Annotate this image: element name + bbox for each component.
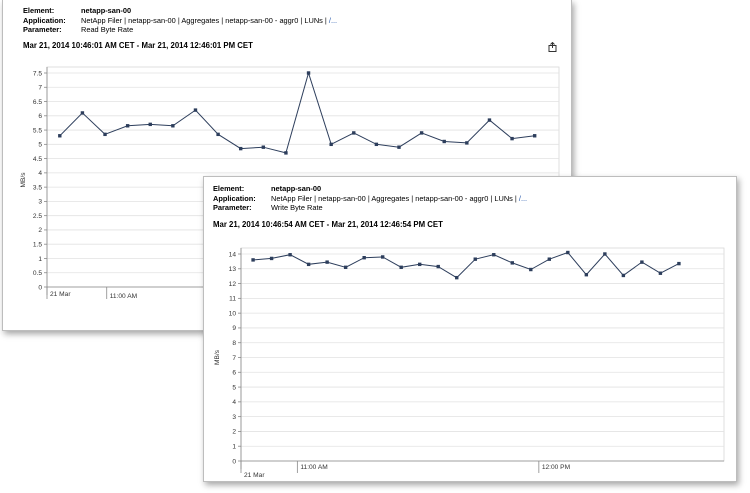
application-value: NetApp Filer | netapp-san-00 | Aggregates | netapp-san-00 - aggr0 | LUNs | <box>271 193 517 203</box>
data-point <box>548 257 551 260</box>
data-point <box>381 255 384 258</box>
data-point <box>585 273 588 276</box>
data-point <box>325 260 328 263</box>
y-tick-label: 4 <box>232 399 236 407</box>
y-tick-label: 1 <box>232 443 236 451</box>
y-tick-label: 14 <box>228 251 236 259</box>
y-tick-label: 6 <box>38 113 42 121</box>
data-point <box>677 262 680 265</box>
data-point <box>251 258 254 261</box>
data-point <box>455 276 458 279</box>
x-tick-label: 11:00 AM <box>109 293 138 300</box>
data-point <box>329 143 332 146</box>
y-tick-label: 0 <box>232 458 236 466</box>
y-tick-label: 7 <box>232 354 236 362</box>
data-point <box>344 266 347 269</box>
parameter-value: Read Byte Rate <box>81 25 134 35</box>
y-tick-label: 5 <box>38 141 42 149</box>
element-label: Element: <box>23 6 55 15</box>
y-tick-label: 3 <box>38 198 42 206</box>
data-point <box>362 256 365 259</box>
chart-panel-write <box>203 176 737 482</box>
element-value: netapp-san-00 <box>81 6 132 15</box>
y-tick-label: 1 <box>38 255 42 263</box>
data-point <box>603 252 606 255</box>
data-point <box>307 71 310 74</box>
data-point <box>622 274 625 277</box>
data-point <box>418 263 421 266</box>
element-label: Element: <box>213 184 245 193</box>
y-tick-label: 6 <box>232 369 236 377</box>
data-point <box>216 133 219 136</box>
y-tick-label: 2 <box>232 428 236 436</box>
parameter-label: Parameter: <box>23 25 62 35</box>
y-tick-label: 1.5 <box>32 241 42 249</box>
plot-area <box>241 248 724 461</box>
data-point <box>474 257 477 260</box>
x-tick-label: 11:00 AM <box>300 464 328 471</box>
y-tick-label: 5 <box>232 384 236 392</box>
data-point <box>420 131 423 134</box>
y-axis-label: MB/s <box>214 349 221 366</box>
data-point <box>58 134 61 137</box>
y-tick-label: 5.5 <box>32 127 42 135</box>
data-point <box>437 265 440 268</box>
data-point <box>640 260 643 263</box>
y-tick-label: 9 <box>232 325 236 333</box>
application-more-link[interactable]: /... <box>328 15 338 25</box>
y-tick-label: 8 <box>232 340 236 348</box>
parameter-value: Write Byte Rate <box>271 203 323 213</box>
data-point <box>288 253 291 256</box>
data-point <box>399 266 402 269</box>
application-label: Application: <box>23 15 66 25</box>
data-point <box>352 131 355 134</box>
data-point <box>171 124 174 127</box>
data-point <box>126 124 129 127</box>
data-point <box>397 145 400 148</box>
data-point <box>194 108 197 111</box>
data-point <box>492 253 495 256</box>
data-point <box>375 143 378 146</box>
y-tick-label: 12 <box>228 280 236 288</box>
data-point <box>510 137 513 140</box>
data-point <box>262 145 265 148</box>
x-tick-label: 12:00 PM <box>541 464 571 471</box>
y-tick-label: 7 <box>38 84 42 92</box>
y-tick-label: 6.5 <box>32 98 42 106</box>
data-point <box>270 257 273 260</box>
y-axis-label: MB/s <box>20 172 27 188</box>
data-point <box>566 251 569 254</box>
y-tick-label: 13 <box>228 266 236 274</box>
y-tick-label: 7.5 <box>32 70 42 78</box>
data-point <box>529 268 532 271</box>
y-tick-label: 2.5 <box>32 212 42 220</box>
data-point <box>488 118 491 121</box>
y-tick-label: 0.5 <box>32 270 42 278</box>
y-tick-label: 2 <box>38 227 42 235</box>
x-date-label: 21 Mar <box>50 291 71 298</box>
data-point <box>239 147 242 150</box>
time-range: Mar 21, 2014 10:46:01 AM CET - Mar 21, 2014 12:46:01 PM CET <box>23 41 253 50</box>
application-label: Application: <box>213 193 256 203</box>
y-tick-label: 11 <box>229 295 236 303</box>
y-tick-label: 4 <box>38 170 42 178</box>
x-date-label: 21 Mar <box>244 472 265 479</box>
y-tick-label: 3.5 <box>32 184 42 192</box>
element-value: netapp-san-00 <box>271 184 322 193</box>
data-point <box>511 261 514 264</box>
data-point <box>103 133 106 136</box>
data-point <box>465 141 468 144</box>
application-value: NetApp Filer | netapp-san-00 | Aggregates | netapp-san-00 - aggr0 | LUNs | <box>81 15 327 25</box>
y-tick-label: 10 <box>228 310 236 318</box>
data-point <box>443 140 446 143</box>
data-point <box>149 123 152 126</box>
data-point <box>284 151 287 154</box>
write-byte-rate-chart <box>204 177 736 481</box>
y-tick-label: 3 <box>232 413 236 421</box>
y-tick-label: 4.5 <box>32 155 42 163</box>
data-point <box>307 263 310 266</box>
parameter-label: Parameter: <box>213 203 252 213</box>
data-point <box>659 272 662 275</box>
data-point <box>533 134 536 137</box>
application-more-link[interactable]: /... <box>518 193 528 203</box>
time-range: Mar 21, 2014 10:46:54 AM CET - Mar 21, 2014 12:46:54 PM CET <box>213 220 443 229</box>
data-point <box>81 111 84 114</box>
y-tick-label: 0 <box>38 284 42 292</box>
